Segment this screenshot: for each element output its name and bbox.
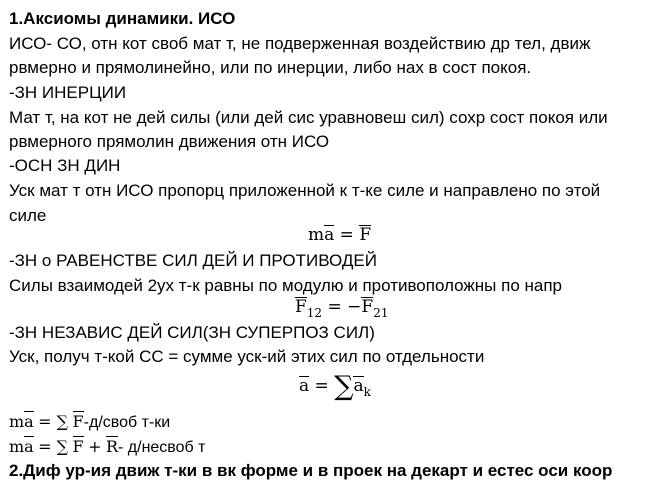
formula-free-point-line — [9, 411, 170, 433]
law-dynamics-title: -ОСН ЗН ДИН — [9, 156, 121, 175]
law-inertia-line-2: рвмерного прямолин движения отн ИСО — [9, 132, 330, 151]
formula-reaction-force-vector: R — [105, 437, 119, 456]
formula-constrained-point-note: - д/несвоб т — [118, 439, 206, 456]
formula-mass: m — [308, 225, 325, 245]
formula-force-vector: F — [72, 412, 84, 431]
law-inertia-line-1: Мат т, на кот не дей силы (или дей сис уравновеш сил) сохр сост покоя или — [9, 108, 608, 127]
law-action-reaction-line-1: Силы взаимодей 2ух т-к равны по модулю и противоположны по напр — [9, 276, 563, 295]
law-dynamics-line-1: Уск мат т отн ИСО пропорц приложенной к т-ке силе и направлено по этой — [9, 181, 601, 200]
formula-acceleration-vector: a — [24, 412, 34, 431]
formula-plus: + — [88, 437, 102, 456]
formula-constrained-point-line — [9, 436, 205, 458]
formula-free-point-note: -д/своб т-ки — [83, 414, 171, 431]
formula-action-reaction — [295, 296, 388, 319]
formula-acceleration-vector: a — [324, 225, 335, 245]
iso-definition-line-2: рвмерно и прямолинейно, или по инерции, либо нах в сост покоя. — [9, 58, 532, 77]
iso-definition-line-1: ИСО- СО, отн кот своб мат т, не подверженная воздействию др тел, движ — [9, 34, 591, 53]
formula-mass: m — [9, 412, 25, 431]
formula-subscript-21: 21 — [373, 306, 389, 320]
formula-equals-sum: = ∑ — [38, 412, 69, 431]
formula-acceleration-vector: a — [299, 376, 310, 396]
formula-subscript-k: k — [363, 385, 371, 399]
law-action-reaction-title: -ЗН о РАВЕНСТВЕ СИЛ ДЕЙ И ПРОТИВОДЕЙ — [9, 251, 377, 270]
formula-mass: m — [9, 437, 25, 456]
law-superposition-line-1: Уск, получ т-кой СС = сумме уск-ий этих сил по отдельности — [9, 347, 485, 366]
formula-equals: = — [314, 376, 329, 396]
formula-acceleration-vector-k: a — [353, 376, 364, 396]
formula-sum-sign: ∑ — [334, 371, 354, 402]
formula-equals-sum: = ∑ — [38, 437, 69, 456]
formula-force-vector-left: F — [295, 297, 307, 317]
law-inertia-title: -ЗН ИНЕРЦИИ — [9, 83, 127, 102]
law-dynamics-line-2: силе — [9, 206, 47, 225]
formula-superposition — [299, 371, 371, 402]
formula-equals-minus: = − — [327, 297, 362, 317]
formula-equals: = — [339, 225, 354, 245]
formula-force-vector-right: F — [361, 297, 374, 317]
formula-acceleration-vector: a — [24, 437, 34, 456]
formula-newton-second-law — [308, 224, 371, 246]
heading-1: 1.Аксиомы динамики. ИСО — [9, 9, 236, 28]
heading-2: 2.Диф ур-ия движ т-ки в вк форме и в проек на декарт и естес оси коор — [9, 461, 613, 480]
law-superposition-title: -ЗН НЕЗАВИС ДЕЙ СИЛ(ЗН СУПЕРПОЗ СИЛ) — [9, 323, 375, 342]
formula-force-vector: F — [359, 225, 372, 245]
formula-force-vector: F — [72, 437, 84, 456]
formula-subscript-12: 12 — [306, 306, 323, 320]
